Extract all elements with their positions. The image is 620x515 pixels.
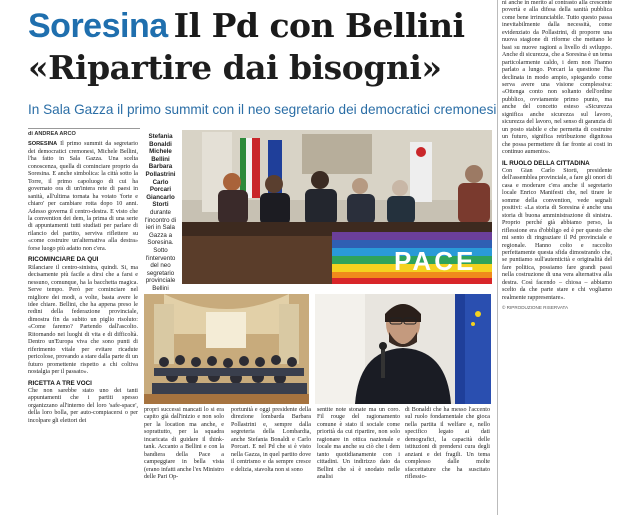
audience-photo [144, 294, 309, 404]
paragraph: sentite note stonate ma un coro. Fil rouge del ragionamento comune è stato il sociale come priorità da cui ripartire, non solo ragionare in ottica nazionale e locale ma anche su ciò che i dem tanto quotidianamente con i cittadini. Un indirizzo dato da Bellini che sì è snodato nelle analisi [317, 407, 400, 481]
paragraph: portunità e oggi presidente della direzione lombarda Barbara Pollastrini e, sempre dalla segreteria della Lombardia, anche Stefania Bonaldi e Carlo Porcari. E nel Pd che si è visto nella Gazza, in quel partito dove il centrismo e da sempre cresce e delizia, stavolta non si sono [231, 407, 311, 473]
copyright-note: © RIPRODUZIONE RISERVATA [502, 305, 569, 311]
paragraph: Rilanciare il centro-sinistra, quindi. Si, ma decisamente più facile a dirsi che a farsi e nessuno, comunque, ha la bacchetta magica. Serve tempo. Però per cominciare nel migliore dei modi, a volte, basta avere le idee chiare. Bellini, che ha appena preso le redini della federazione provinciale, dimostra fin da subito un piglio risoluto: «Come faremo? Partendo dall'ascolto. Ritornando nei luoghi di vita e di difficoltà. Dentro un'Europa viva che sono punti di riferimento vitale per evitare ricadute pericolose, provando a stare dalla parte di un futuro promettente rispetto a chi coltiva nostalgia per il passato». [28, 264, 138, 376]
photo-panel-image [315, 294, 491, 404]
paragraph [28, 141, 138, 253]
article-column-4 [317, 407, 400, 507]
photo-caption [142, 133, 179, 292]
caption-names: Stefania Bonaldi Michele Bellini Barbara Pollastrini Carlo Porcari Giancarlo Storti [145, 133, 176, 209]
dateline: SORESINA [28, 141, 58, 148]
section-heading: RICOMINCIARE DA QUI [28, 256, 99, 264]
article-column-2 [144, 407, 224, 507]
caption-text: durante l'incontro di ieri in Sala Gazza a Soresina. Sotto l'intervento del neo segretario provinciale Bellini [144, 208, 177, 292]
section-heading: IL RUOLO DELLA CITTADINA [502, 159, 590, 167]
speaker-photo [315, 294, 491, 404]
section-heading: RICETTA A TRE VOCI [28, 379, 92, 387]
column-divider [497, 0, 498, 515]
article-column-5 [405, 407, 490, 507]
article-column-3 [231, 407, 311, 507]
headline-line1 [28, 6, 465, 46]
paragraph: Che non sarebbe stato uno dei tanti appuntamenti che i partiti spesso organizzano all'interno del loro 'safe-space', della loro bolla, per auto-compiacersi o per incolpare gli elettori dei [28, 387, 138, 424]
main-photo [182, 130, 492, 284]
paragraph: ni anche in merito al contrasto alla crescente povertà e alla difesa della sanità pubblica come bene irrinunciabile. Tutto questo passa inevitabilmente dalla necessità, come evidenziato da Pollastrini, di proporre una nuova stagione di riforme che mettano le basi su nuove ragioni a livello di sviluppo. Anche di sicurezza, che a Soresina è un tema particolarmente caldo, i dem non l'hanno parlato a lungo. Porcari la questione l'ha declinata in modo ampio, spiegando come serva avere una visione complessiva: «Ottenga conto non soltanto dell'ordine pubblico, ovviamente primo punto, ma anche del concetto esteso «Sicurezza significa anche sicurezza sul lavoro, sicurezza del lavoro, nel senso di garanzia di un posto stabile e che permetta di costruire un futuro, significa retribuzione dignitosa che possa permettere di far fronte ai costi in continuo aumento». [502, 0, 612, 156]
peace-banner-text: PACE [394, 246, 477, 276]
paragraph: Con Gian Carlo Storti, presidente dell'assemblea provinciale, a fare gli onori di casa e moderare c'era anche il segretario locale Enrico Manifesti che, nel tirare le somme della convention, vede segnali positivi: «La storia di Soresina è anche una storia di buona amministrazione di sinistra. Proprio perché già abbiamo perso, la riflessione era d'obbligo ed è per questo che mi sento di ringraziare il Pd provinciale e regionale. Hanno colto e raccolto perfettamente questa sfida dimostrando che, se puntiamo sull'autenticità e originalità del fare politica, possiamo fare grandi passi nella costruzione di una vera alternativa alla destra. Così facendo – chiosa – abbiamo scelto da che parte stare e chi vogliamo realmente rappresentare». [502, 167, 612, 301]
headline-kicker: Soresina [28, 7, 168, 45]
paragraph: di Bonaldi che ha messo l'accento sul ruolo fondamentale che gioca nella partita il welfare e, nello specifico legato ai dati demografici, la capacità delle istituzioni di prendersi cura degli anziani e dei fragili. Un tema complesso dalle molte sfaccettature che ha suscitato riflessio- [405, 407, 490, 481]
paragraph: propri successi mancati lo si era capito già dall'inizio e non solo per la location ma anche, e soprattutto, per la squadra incaricata di guidare il think-tank. Accanto a Bellini e con la bandiera della Pace a campeggiare in bella vista (erano infatti anche l'ex Ministro delle Pari Op- [144, 407, 224, 481]
article-column-6 [502, 0, 612, 515]
byline: di ANDREA ARCO [28, 131, 76, 137]
paragraph-text: Il primo summit da segretario dei democratici cremonesi, Michele Bellini, l'ha fatto in Sala Gazza. Una scelta conoscenza, quella di cominciare proprio da Soresina. E anche simbolica: la città sotto la Torre, il primo capoluogo di cui ha governato ora di un'intera rete di paesi in sanità, all'ultima tornata ha votato 'forte e chiaro' per cambiare rotta dopo 10 anni. Adesso governa il centro-destra. E visto che la convention dei dem, la prima di una serie di appuntamenti tutti studiati per parlare di rilancio del partito, serviva riflettere su «come costruire un'alternativa alla destra» forse luogo più adatto non c'era. [28, 141, 138, 252]
article-column-1 [28, 131, 138, 515]
headline-main: Il Pd con Bellini [173, 6, 465, 45]
photo-panel-image [144, 294, 309, 404]
divider-rule [28, 128, 140, 129]
headline-line2: «Ripartire dai bisogni» [28, 48, 442, 87]
subheadline: In Sala Gazza il primo summit con il neo segretario dei democratici cremonesi [28, 102, 497, 117]
